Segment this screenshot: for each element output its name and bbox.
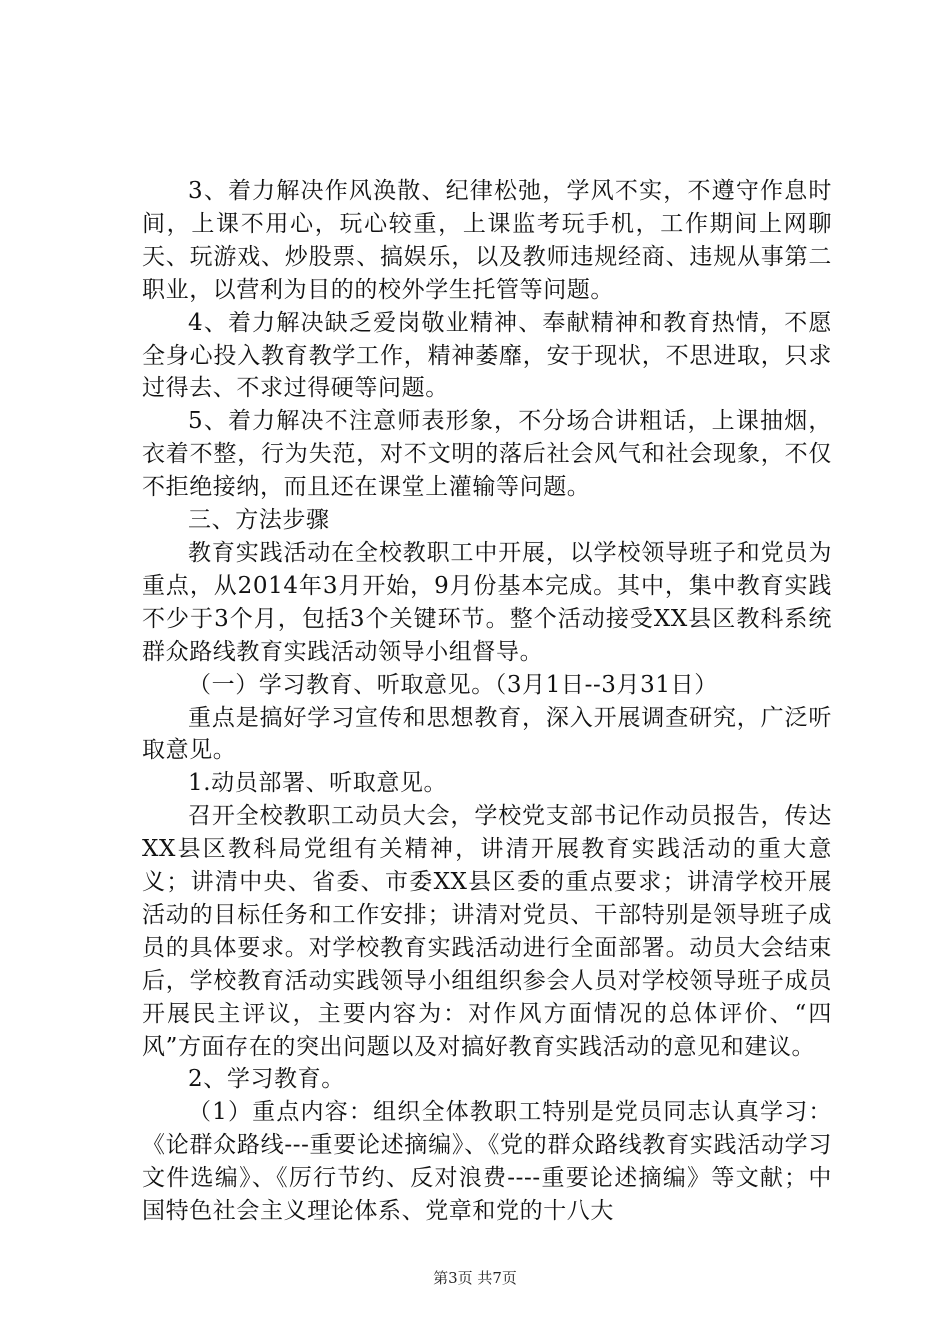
paragraph-item-3: 3、着力解决作风涣散、纪律松弛，学风不实，不遵守作息时间，上课不用心，玩心较重，上课监考玩手机，工作期间上网聊天、玩游戏、炒股票、搞娱乐，以及教师违规经商、违规从事第二职业，以营利为目的的校外学生托管等问题。 bbox=[142, 178, 832, 303]
subsection-heading-study: （一）学习教育、听取意见。（3月1日--3月31日） bbox=[188, 671, 718, 698]
document-body bbox=[142, 175, 832, 1228]
paragraph-focus: 重点是搞好学习宣传和思想教育，深入开展调查研究，广泛听取意见。 bbox=[142, 704, 832, 764]
paragraph-study-content: （1）重点内容：组织全体教职工特别是党员同志认真学习：《论群众路线---重要论述摘编》、《党的群众路线教育实践活动学习文件选编》、《厉行节约、反对浪费----重要论述摘编》等文献；中国特色社会主义理论体系、党章和党的十八大 bbox=[142, 1099, 832, 1225]
section-heading-methods: 三、方法步骤 bbox=[188, 507, 330, 534]
item-heading-mobilize: 1.动员部署、听取意见。 bbox=[188, 770, 448, 797]
paragraph-item-5: 5、着力解决不注意师表形象，不分场合讲粗话，上课抽烟，衣着不整，行为失范，对不文明的落后社会风气和社会现象，不仅不拒绝接纳，而且还在课堂上灌输等问题。 bbox=[142, 408, 832, 501]
paragraph-item-4: 4、着力解决缺乏爱岗敬业精神、奉献精神和教育热情，不愿全身心投入教育教学工作，精神萎靡，安于现状，不思进取，只求过得去、不求过得硬等问题。 bbox=[142, 309, 832, 402]
item-heading-study: 2、学习教育。 bbox=[188, 1066, 345, 1093]
page-number-footer: 第3页 共7页 bbox=[433, 1269, 517, 1287]
paragraph-overview: 教育实践活动在全校教职工中开展，以学校领导班子和党员为重点，从2014年3月开始，9月份基本完成。其中，集中教育实践不少于3个月，包括3个关键环节。整个活动接受XX县区教科系统群众路线教育实践活动领导小组督导。 bbox=[142, 539, 832, 665]
paragraph-mobilize: 召开全校教职工动员大会，学校党支部书记作动员报告，传达XX县区教科局党组有关精神，讲清开展教育实践活动的重大意义；讲清中央、省委、市委XX县区委的重点要求；讲清学校开展活动的目标任务和工作安排；讲清对党员、干部特别是领导班子成员的具体要求。对学校教育实践活动进行全面部署。动员大会结束后，学校教育活动实践领导小组组织参会人员对学校领导班子成员开展民主评议，主要内容为：对作风方面情况的总体评价、“四风”方面存在的突出问题以及对搞好教育实践活动的意见和建议。 bbox=[142, 803, 832, 1060]
